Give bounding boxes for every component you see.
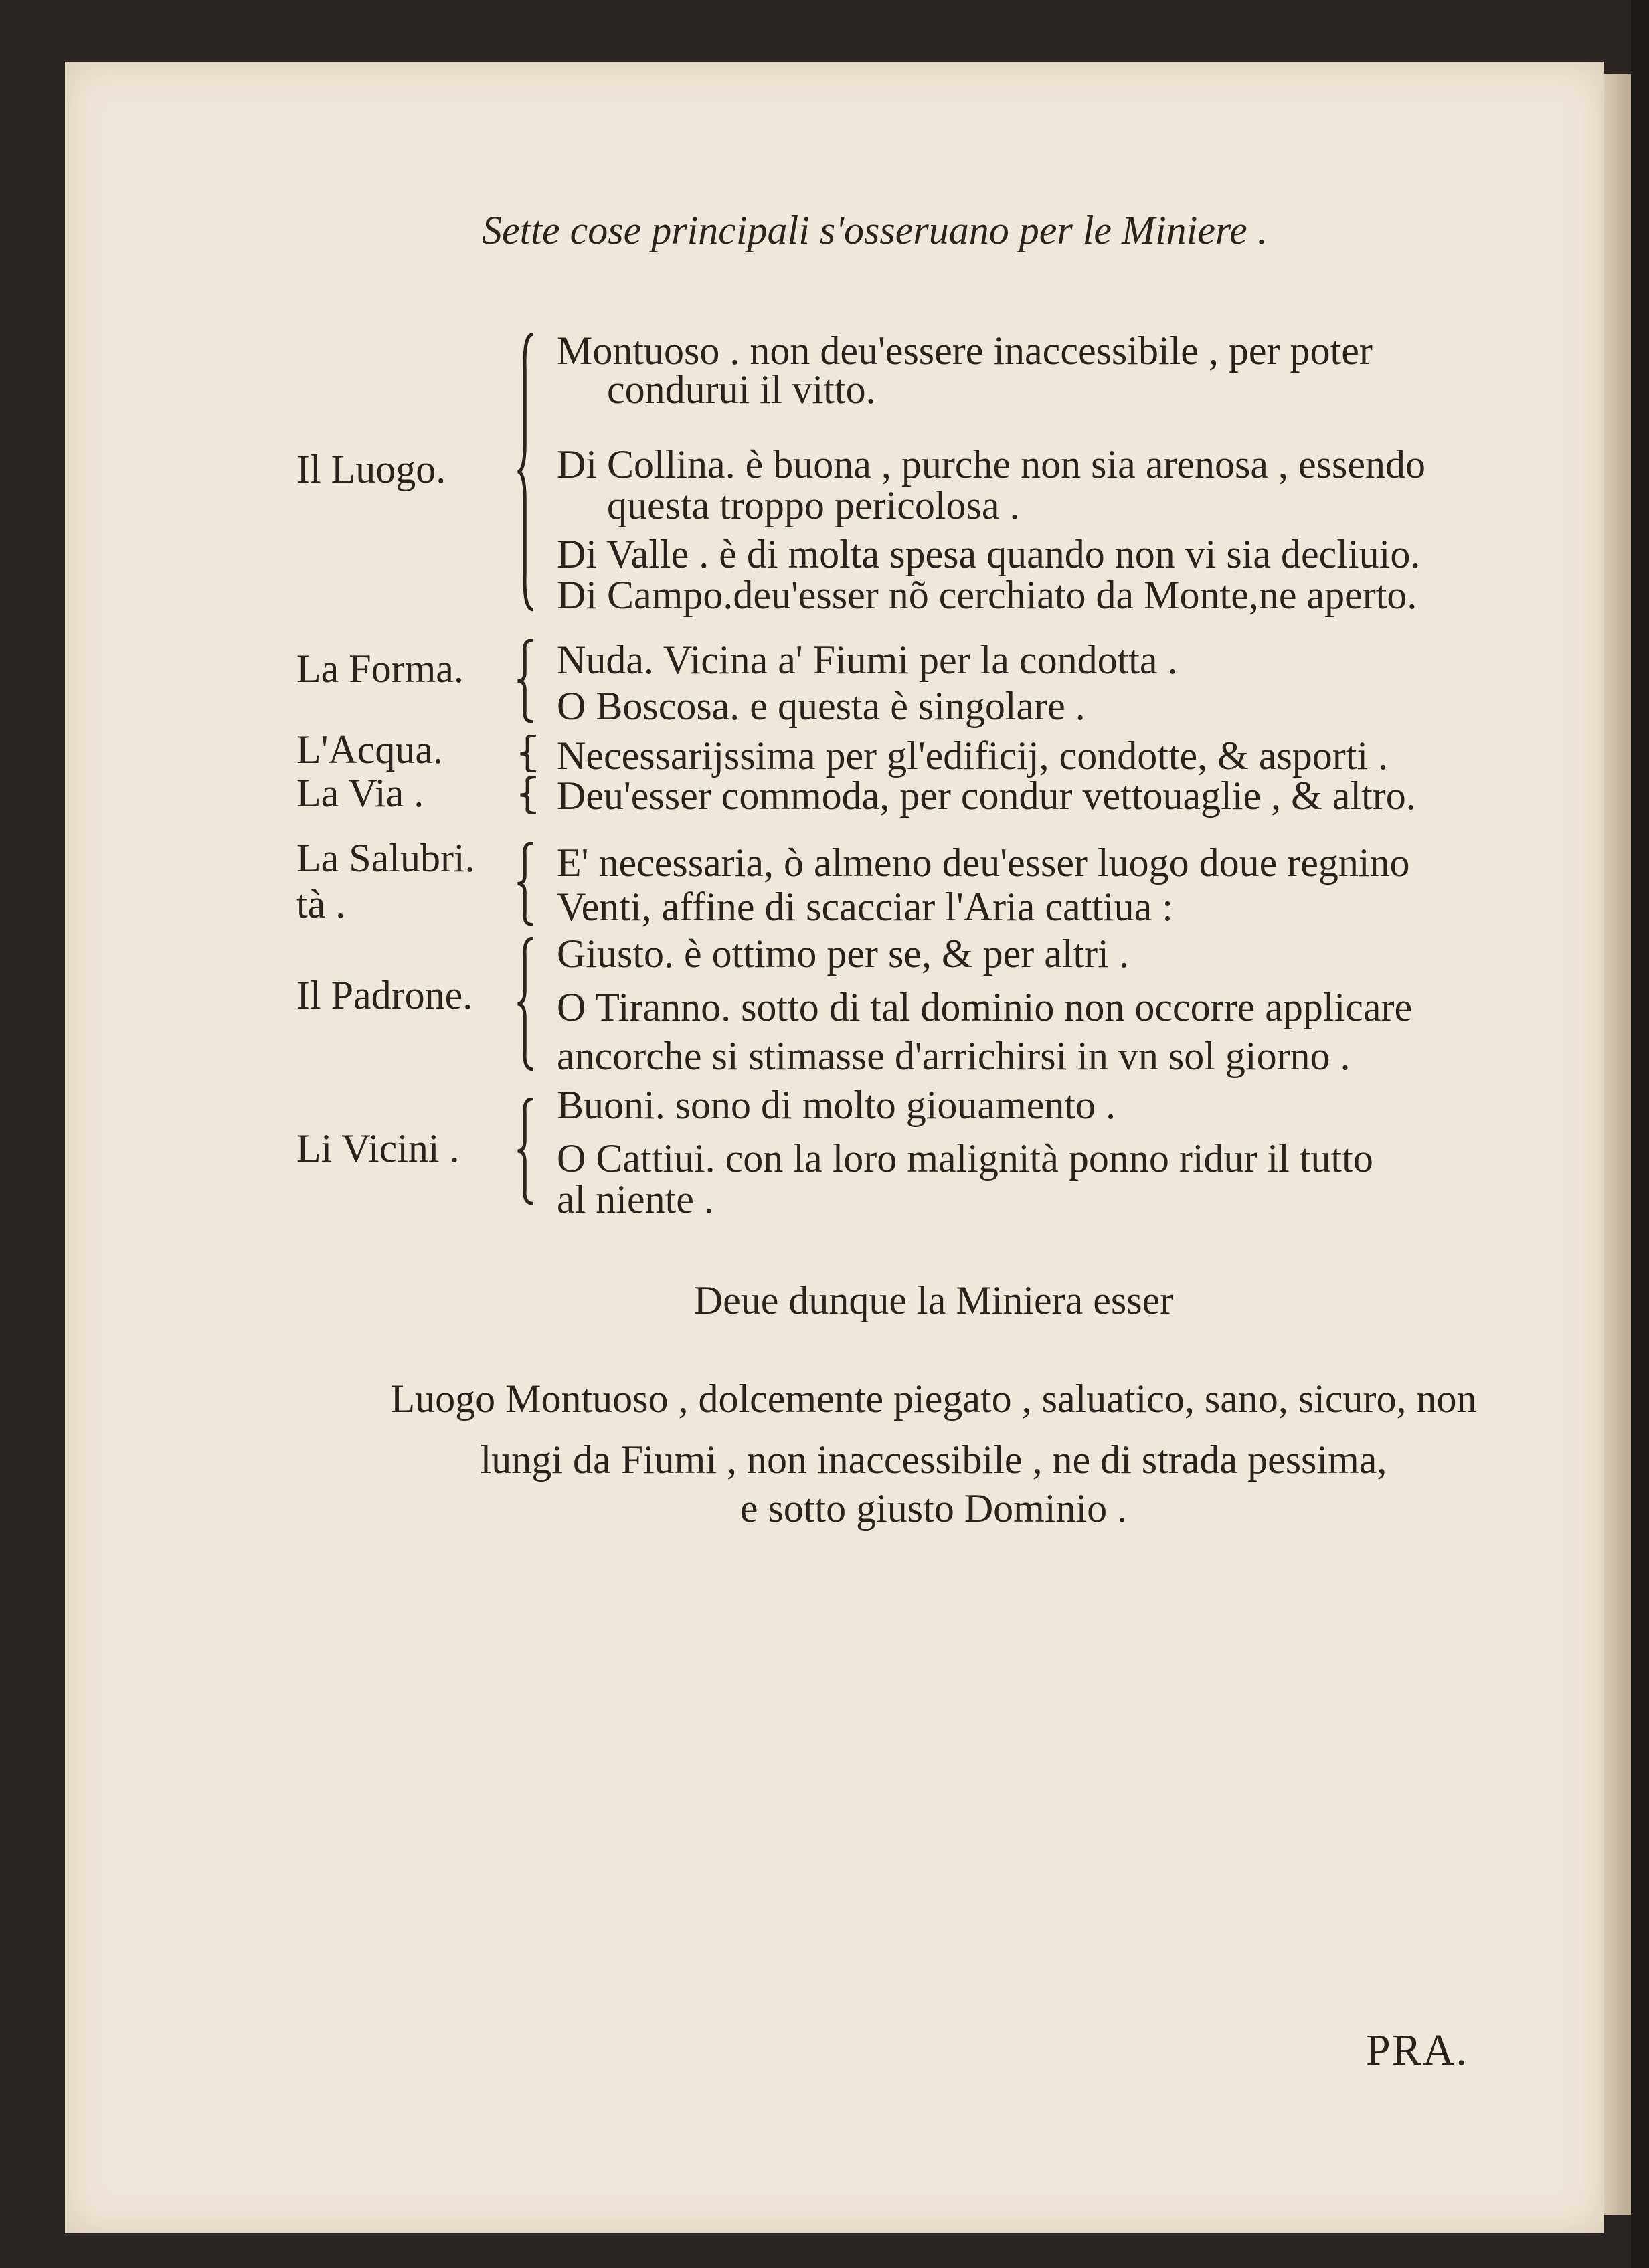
- brace: [517, 735, 541, 772]
- brace-shape: [517, 843, 533, 925]
- brace-shape: [517, 640, 533, 722]
- brace-shape: [517, 1099, 533, 1204]
- text-line: questa troppo pericolosa .: [607, 483, 1020, 527]
- section-label-via: La Via .: [296, 771, 424, 815]
- text-line: O Boscosa. e questa è singolare .: [557, 684, 1086, 728]
- text-line: O Cattiui. con la loro malignità ponno ridur il tutto: [557, 1136, 1373, 1181]
- conclusion-line: e sotto giusto Dominio .: [740, 1486, 1128, 1531]
- section-label-forma: La Forma.: [296, 646, 464, 691]
- brace: [514, 1098, 538, 1205]
- conclusion-line: lungi da Fiumi , non inaccessibile , ne di strada pessima,: [480, 1437, 1387, 1482]
- brace-shape: [520, 735, 535, 772]
- text-line: Di Collina. è buona , purche non sia arenosa , essendo: [557, 442, 1425, 487]
- catchword: PRA.: [1366, 2026, 1468, 2075]
- section-label-salubrita: La Salubri.: [296, 836, 475, 880]
- text-line: Deu'esser commoda, per condur vettouaglie , & altro.: [557, 774, 1416, 818]
- text-line: E' necessaria, ò almeno deu'esser luogo doue regnino: [557, 841, 1410, 885]
- text-line: ancorche si stimasse d'arrichirsi in vn sol giorno .: [557, 1034, 1351, 1078]
- text-line: Giusto. è ottimo per se, & per altri .: [557, 932, 1129, 976]
- brace: [514, 639, 538, 723]
- text-line: Nuda. Vicina a' Fiumi per la condotta .: [557, 638, 1178, 682]
- section-label-acqua: L'Acqua.: [296, 727, 444, 772]
- brace-shape: [520, 777, 535, 814]
- page-edge: [1604, 74, 1631, 2215]
- section-label-luogo: Il Luogo.: [296, 447, 446, 491]
- section-label-padrone: Il Padrone.: [296, 973, 473, 1017]
- brace: [517, 776, 541, 814]
- brace: [514, 331, 538, 612]
- text-line: O Tiranno. sotto di tal dominio non occorre applicare: [557, 985, 1413, 1029]
- text-line: Buoni. sono di molto giouamento .: [557, 1083, 1116, 1127]
- text-line: condurui il vitto.: [607, 367, 876, 412]
- brace: [514, 937, 538, 1071]
- text-line: Di Campo.deu'esser nõ cerchiato da Monte,ne aperto.: [557, 573, 1417, 617]
- brace-shape: [517, 334, 533, 610]
- conclusion-heading: Deue dunque la Miniera esser: [693, 1278, 1174, 1322]
- text-line: Di Valle . è di molta spesa quando non vi sia decliuio.: [557, 532, 1421, 576]
- book-spine: [1631, 0, 1649, 2268]
- text-line: al niente .: [557, 1177, 714, 1221]
- section-label-salubrita-cont: tà .: [296, 882, 346, 926]
- brace-shape: [517, 938, 533, 1069]
- page-title: Sette cose principali s'osseruano per le Miniere .: [482, 208, 1268, 252]
- section-label-vicini: Li Vicini .: [296, 1126, 460, 1170]
- brace: [514, 842, 538, 926]
- text-line: Venti, affine di scacciar l'Aria cattiua :: [557, 885, 1173, 929]
- text-line: Necessarijssima per gl'edificij, condotte, & asporti .: [557, 733, 1389, 778]
- conclusion-line: Luogo Montuoso , dolcemente piegato , saluatico, sano, sicuro, non: [390, 1377, 1477, 1421]
- text-line: Montuoso . non deu'essere inaccessibile , per poter: [557, 329, 1373, 373]
